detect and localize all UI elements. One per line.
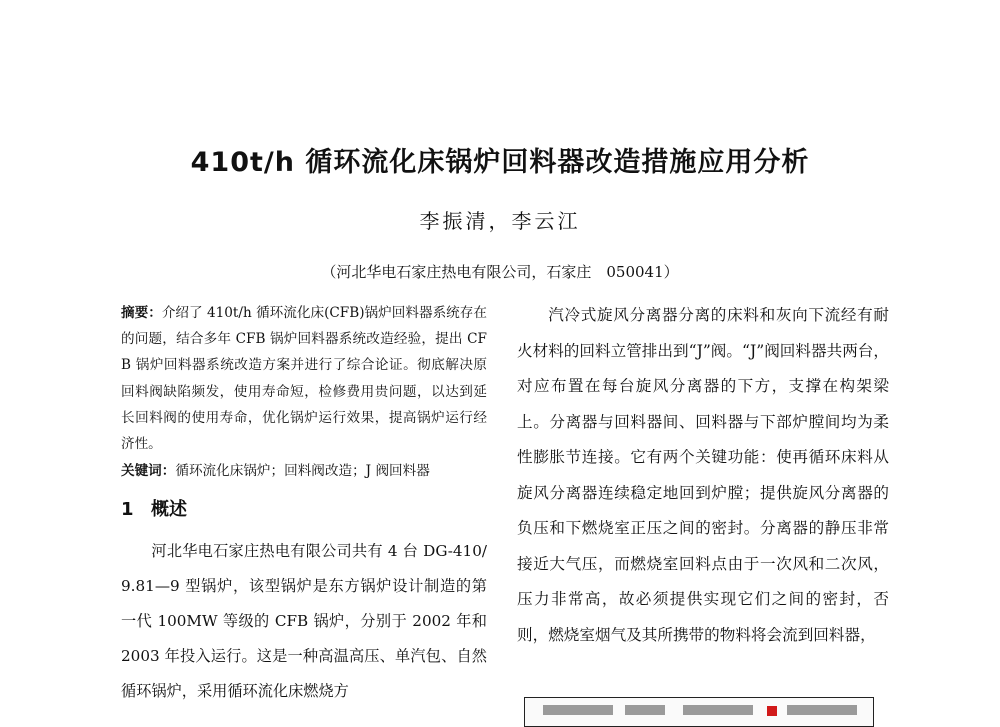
affiliation: （河北华电石家庄热电有限公司，石家庄 050041）: [321, 263, 679, 281]
abstract-text: 介绍了 410t/h 循环流化床(CFB)锅炉回料器系统存在的问题，结合多年 CFB 锅炉回料器系统改造经验，提出 CFB 锅炉回料器系统改造方案并进行了综合论证。彻底解决原回料阀缺陷频发，使用寿命短，检修费用贵问题，以达到延长回料阀的使用寿命，优化锅炉运行效果，提高锅炉运行经济性。: [121, 305, 487, 453]
figure-red-mark: [767, 706, 777, 716]
keywords-text: 循环流化床锅炉；回料阀改造；J 阀回料器: [175, 463, 430, 480]
left-column: [121, 300, 487, 709]
right-column: [517, 298, 889, 653]
keywords: [121, 458, 487, 484]
section-title: 概述: [151, 499, 187, 521]
keywords-label: 关键词：: [121, 463, 176, 480]
abstract: [121, 300, 487, 457]
paper-title: 410t/h 循环流化床锅炉回料器改造措施应用分析: [190, 147, 810, 178]
section-heading: [121, 495, 487, 525]
section-number: 1: [121, 499, 134, 521]
abstract-label: 摘要：: [121, 305, 162, 321]
figure-image: [524, 697, 874, 727]
body-paragraph: 汽冷式旋风分离器分离的床料和灰向下流经有耐火材料的回料立管排出到“J”阀。“J”阀回料器共两台，对应布置在每台旋风分离器的下方，支撑在构架梁上。分离器与回料器间、回料器与下部炉膛间均为柔性膨胀节连接。它有两个关键功能：使再循环床料从旋风分离器连续稳定地回到炉膛；提供旋风分离器的负压和下燃烧室正压之间的密封。分离器的静压非常接近大气压，而燃烧室回料点由于一次风和二次风，压力非常高，故必须提供实现它们之间的密封，否则，燃烧室烟气及其所携带的物料将会流到回料器，: [517, 306, 889, 644]
author-list: 李振清，李云江: [419, 209, 581, 233]
section-paragraph: 河北华电石家庄热电有限公司共有 4 台 DG-410/9.81—9 型锅炉，该型锅炉是东方锅炉设计制造的第一代 100MW 等级的 CFB 锅炉，分别于 2002 年和 2003 年投入运行。这是一种高温高压、单汽包、自然循环锅炉，采用循环流化床燃烧方: [121, 542, 487, 701]
